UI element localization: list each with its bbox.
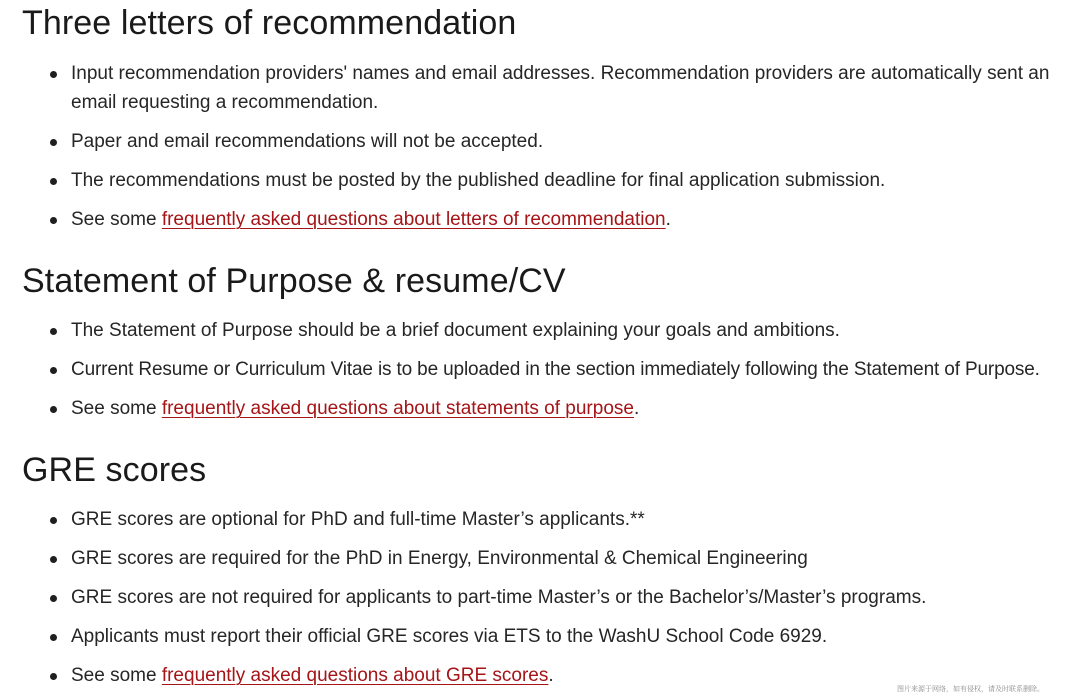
list-item	[22, 583, 1062, 612]
heading-recommendations: Three letters of recommendation	[22, 4, 517, 42]
list-item	[22, 205, 1062, 234]
bullet-text: Paper and email recommendations will not be accepted.	[71, 131, 544, 152]
bullet-suffix: .	[548, 665, 554, 686]
list-item	[22, 127, 1062, 156]
bullet-text: The recommendations must be posted by the published deadline for final application submission.	[71, 170, 886, 191]
list-item	[22, 544, 1062, 573]
bullet-prefix: See some	[71, 665, 162, 686]
list-item	[22, 166, 1062, 195]
list-item	[22, 505, 1062, 534]
bullet-text: GRE scores are not required for applicants to part-time Master’s or the Bachelor’s/Master’s programs.	[71, 587, 927, 608]
bullet-text: Applicants must report their official GRE scores via ETS to the WashU School Code 6929.	[71, 626, 828, 647]
list-gre-scores	[22, 505, 1062, 690]
list-item	[22, 394, 1062, 423]
bullet-text: The Statement of Purpose should be a brief document explaining your goals and ambitions.	[71, 320, 840, 341]
faq-statement-link[interactable]: frequently asked questions about statements of purpose	[161, 398, 634, 419]
bullet-text: GRE scores are required for the PhD in Energy, Environmental & Chemical Engineering	[71, 548, 808, 569]
list-statement-of-purpose	[22, 316, 1062, 423]
bullet-text: Input recommendation providers' names and email addresses. Recommendation providers are automatically sent an email requesting a recommendation.	[71, 63, 1050, 113]
bullet-prefix: See some	[71, 398, 162, 419]
bullet-prefix: See some	[71, 209, 162, 230]
list-item	[22, 316, 1062, 345]
watermark: 图片来源于网络，如有侵权，请及时联系删除。	[897, 685, 1044, 693]
faq-gre-link[interactable]: frequently asked questions about GRE scores	[161, 665, 549, 686]
list-item	[22, 622, 1062, 651]
bullet-text: GRE scores are optional for PhD and full-time Master’s applicants.**	[71, 509, 645, 530]
faq-recommendation-link[interactable]: frequently asked questions about letters of recommendation	[161, 209, 666, 230]
bullet-suffix: .	[633, 398, 640, 419]
heading-gre-scores: GRE scores	[22, 451, 207, 489]
bullet-text: Current Resume or Curriculum Vitae is to be uploaded in the section immediately following the Statement of Purpose.	[71, 359, 1040, 380]
list-item	[22, 59, 1062, 117]
bullet-suffix: .	[665, 209, 671, 230]
list-item	[22, 355, 1062, 384]
heading-statement-of-purpose: Statement of Purpose & resume/CV	[22, 262, 566, 300]
list-recommendations	[22, 59, 1062, 234]
